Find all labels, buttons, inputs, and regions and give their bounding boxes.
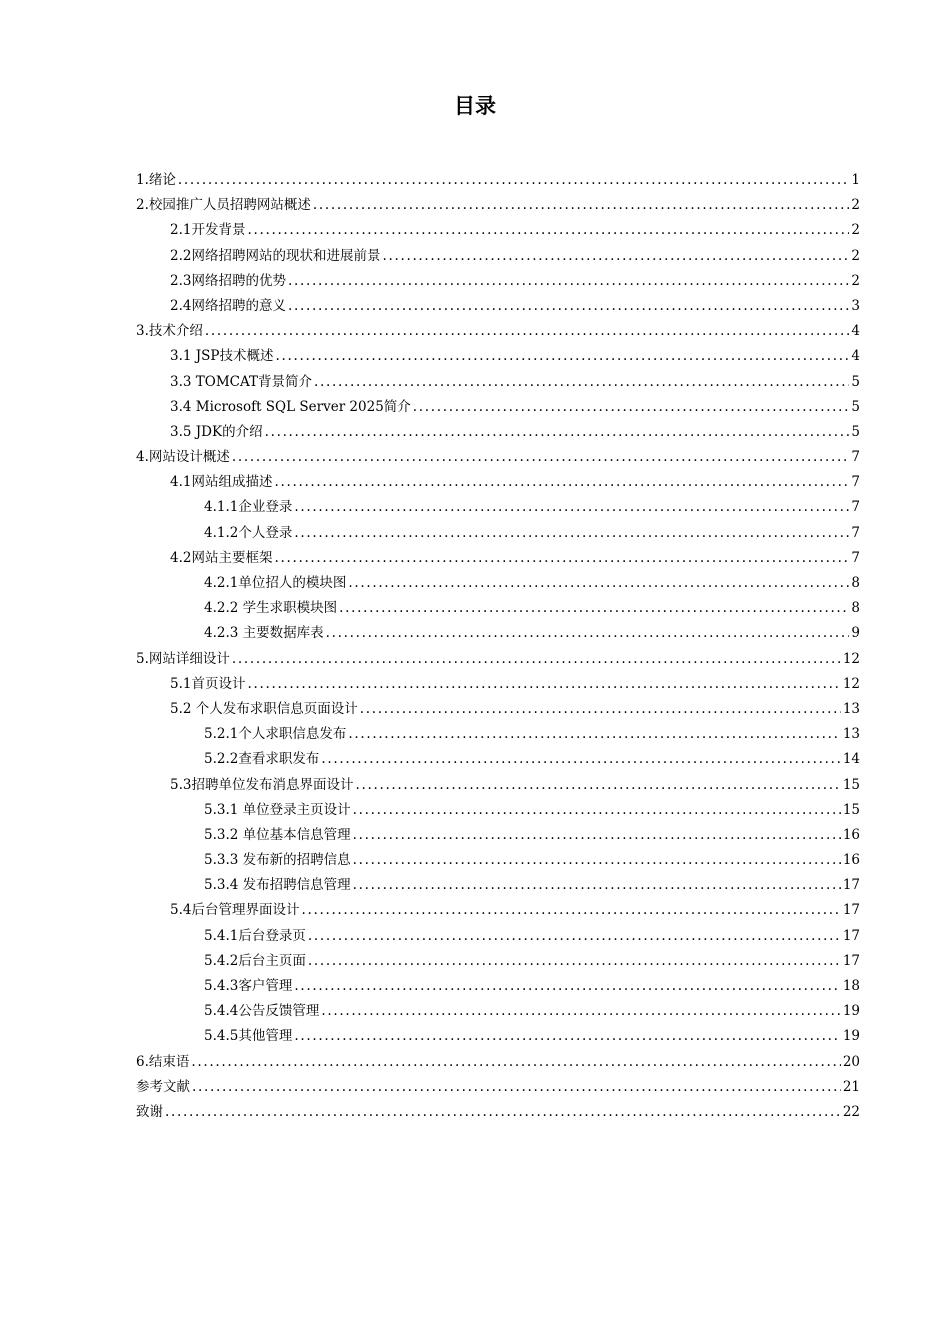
toc-dot-leader (288, 269, 849, 294)
toc-dot-leader (339, 596, 849, 621)
toc-dot-leader (355, 773, 840, 798)
toc-dot-leader (360, 697, 841, 722)
toc-entry-label: 4.1.1企业登录 (204, 499, 293, 516)
toc-entry[interactable] (136, 1024, 860, 1049)
toc-entry-page-number: 8 (851, 600, 860, 617)
toc-entry-label: 5.2.1个人求职信息发布 (204, 726, 347, 743)
toc-entry-page-number: 7 (851, 549, 860, 566)
toc-dot-leader (321, 747, 840, 772)
toc-dot-leader (308, 949, 841, 974)
toc-entry-label: 4.2.1单位招人的模块图 (204, 575, 347, 591)
toc-entry[interactable] (136, 873, 860, 898)
toc-entry[interactable] (136, 1100, 860, 1125)
toc-entry-page-number: 17 (842, 877, 860, 894)
toc-entry[interactable] (136, 722, 860, 747)
toc-dot-leader (294, 495, 849, 520)
toc-entry-label: 4.1.2个人登录 (204, 524, 293, 541)
toc-entry[interactable] (136, 168, 860, 193)
toc-entry-label: 参考文献 (136, 1078, 190, 1095)
toc-entry-page-number: 5 (851, 398, 860, 415)
toc-entry-label: 5.4.4公告反馈管理 (204, 1003, 320, 1020)
toc-entry-label: 5.2 个人发布求职信息页面设计 (170, 700, 358, 717)
toc-dot-leader (205, 319, 850, 344)
toc-entry-page-number: 20 (842, 1053, 860, 1070)
toc-dot-leader (191, 1050, 840, 1075)
toc-entry-page-number: 17 (842, 952, 860, 969)
toc-entry-page-number: 1 (851, 172, 860, 188)
toc-entry-label: 3.技术介绍 (136, 323, 203, 340)
toc-dot-leader (274, 546, 849, 571)
toc-entry-label: 4.网站设计概述 (136, 449, 230, 466)
toc-entry[interactable] (136, 747, 860, 772)
toc-entry-label: 5.1首页设计 (170, 675, 246, 692)
toc-entry-page-number: 12 (842, 675, 860, 692)
toc-entry-label: 2.2网络招聘网站的现状和进展前景 (170, 247, 381, 264)
toc-dot-leader (353, 823, 841, 848)
toc-entry-label: 5.2.2查看求职发布 (204, 751, 320, 768)
toc-dot-leader (353, 798, 841, 823)
toc-entry-page-number: 2 (851, 247, 860, 264)
toc-entry-page-number: 3 (851, 297, 860, 314)
toc-entry[interactable] (136, 999, 860, 1024)
toc-dot-leader (353, 848, 841, 873)
toc-entry[interactable] (136, 596, 860, 621)
toc-entry[interactable] (136, 1075, 860, 1100)
toc-entry[interactable] (136, 924, 860, 949)
toc-dot-leader (232, 647, 841, 672)
toc-entry-label: 5.3招聘单位发布消息界面设计 (170, 776, 354, 793)
toc-entry-label: 3.1 JSP技术概述 (170, 348, 274, 365)
toc-entry[interactable] (136, 546, 860, 571)
toc-entry-page-number: 13 (842, 726, 860, 743)
toc-entry-label: 5.4.2后台主页面 (204, 952, 306, 969)
toc-entry-page-number: 2 (851, 197, 860, 214)
toc-entry[interactable] (136, 949, 860, 974)
toc-dot-leader (313, 193, 850, 218)
toc-entry-label: 6.结束语 (136, 1053, 190, 1070)
toc-entry-page-number: 7 (851, 449, 860, 466)
toc-entry[interactable] (136, 395, 860, 420)
toc-entry-label: 致谢 (136, 1103, 163, 1120)
toc-entry-page-number: 5 (851, 423, 860, 440)
toc-entry-page-number: 13 (842, 700, 860, 717)
toc-entry[interactable] (136, 445, 860, 470)
toc-entry[interactable] (136, 420, 860, 445)
toc-dot-leader (276, 344, 850, 369)
toc-entry-page-number: 16 (842, 852, 860, 869)
toc-entry[interactable] (136, 470, 860, 495)
toc-entry-page-number: 5 (851, 373, 860, 390)
toc-dot-leader (314, 370, 849, 395)
toc-entry-label: 5.4后台管理界面设计 (170, 902, 300, 919)
toc-entry-label: 5.网站详细设计 (136, 650, 230, 667)
toc-entry[interactable] (136, 647, 860, 672)
toc-entry-label: 1.绪论 (136, 172, 176, 188)
toc-dot-leader (308, 924, 841, 949)
toc-dot-leader (321, 999, 840, 1024)
toc-entry-page-number: 4 (851, 323, 860, 340)
toc-dot-leader (247, 218, 849, 243)
toc-entry-label: 5.4.3客户管理 (204, 978, 293, 994)
toc-entry-page-number: 15 (842, 801, 860, 818)
toc-entry-page-number: 7 (851, 474, 860, 491)
toc-entry-label: 2.校园推广人员招聘网站概述 (136, 197, 311, 214)
toc-entry[interactable] (136, 218, 860, 243)
toc-entry-label: 2.4网络招聘的意义 (170, 297, 286, 314)
toc-entry-page-number: 8 (851, 575, 860, 591)
toc-dot-leader (326, 621, 850, 646)
toc-entry-label: 3.4 Microsoft SQL Server 2025简介 (170, 398, 411, 415)
toc-entry[interactable] (136, 974, 860, 999)
toc-entry-page-number: 18 (842, 978, 860, 994)
toc-entry[interactable] (136, 798, 860, 823)
toc-entry-page-number: 2 (851, 222, 860, 239)
toc-entry[interactable] (136, 269, 860, 294)
toc-entry-label: 5.3.2 单位基本信息管理 (204, 826, 351, 843)
toc-entry-label: 4.2.2 学生求职模块图 (204, 600, 338, 617)
toc-entry[interactable] (136, 848, 860, 873)
toc-entry[interactable] (136, 495, 860, 520)
toc-entry-label: 2.3网络招聘的优势 (170, 272, 286, 289)
toc-entry-page-number: 19 (842, 1003, 860, 1020)
toc-entry-label: 4.1网站组成描述 (170, 474, 273, 491)
toc-entry-page-number: 2 (851, 272, 860, 289)
toc-dot-leader (353, 873, 841, 898)
toc-dot-leader (232, 445, 850, 470)
toc-entry-label: 3.5 JDK的介绍 (170, 423, 263, 440)
toc-entry[interactable] (136, 621, 860, 646)
toc-entry-page-number: 15 (842, 776, 860, 793)
toc-entry-label: 4.2网站主要框架 (170, 549, 273, 566)
toc-dot-leader (274, 470, 849, 495)
toc-entry-page-number: 16 (842, 826, 860, 843)
toc-entry-page-number: 19 (842, 1028, 860, 1045)
toc-entry-page-number: 4 (851, 348, 860, 365)
toc-dot-leader (288, 294, 849, 319)
toc-entry[interactable] (136, 344, 860, 369)
toc-entry-label: 3.3 TOMCAT背景简介 (170, 373, 313, 390)
toc-entry[interactable] (136, 319, 860, 344)
toc-dot-leader (413, 395, 850, 420)
toc-entry[interactable] (136, 521, 860, 546)
toc-dot-leader (294, 521, 849, 546)
toc-dot-leader (294, 1024, 840, 1049)
toc-entry-label: 5.3.4 发布招聘信息管理 (204, 877, 351, 894)
toc-dot-leader (294, 974, 840, 999)
toc-entry-page-number: 21 (842, 1078, 860, 1095)
table-of-contents (136, 168, 860, 1125)
toc-dot-leader (382, 244, 849, 269)
toc-dot-leader (247, 672, 840, 697)
toc-entry-label: 4.2.3 主要数据库表 (204, 625, 324, 642)
toc-entry-label: 5.4.1后台登录页 (204, 927, 306, 944)
toc-entry[interactable] (136, 672, 860, 697)
toc-dot-leader (192, 1075, 841, 1100)
toc-entry-label: 5.4.5其他管理 (204, 1028, 293, 1045)
toc-dot-leader (165, 1100, 841, 1125)
toc-entry-page-number: 22 (842, 1103, 860, 1120)
toc-entry-page-number: 7 (851, 499, 860, 516)
toc-entry-label: 5.3.1 单位登录主页设计 (204, 801, 351, 818)
toc-entry[interactable] (136, 370, 860, 395)
toc-entry-page-number: 17 (842, 902, 860, 919)
toc-entry[interactable] (136, 294, 860, 319)
toc-entry-page-number: 12 (842, 650, 860, 667)
toc-dot-leader (265, 420, 850, 445)
toc-entry-page-number: 14 (842, 751, 860, 768)
toc-entry-page-number: 17 (842, 927, 860, 944)
toc-dot-leader (348, 722, 840, 747)
toc-entry[interactable] (136, 193, 860, 218)
toc-entry[interactable] (136, 823, 860, 848)
toc-dot-leader (178, 168, 850, 193)
toc-entry-page-number: 7 (851, 524, 860, 541)
toc-entry-label: 5.3.3 发布新的招聘信息 (204, 852, 351, 869)
toc-entry[interactable] (136, 697, 860, 722)
toc-entry[interactable] (136, 1050, 860, 1075)
toc-entry[interactable] (136, 244, 860, 269)
toc-dot-leader (301, 898, 840, 923)
toc-dot-leader (348, 571, 849, 596)
toc-entry[interactable] (136, 773, 860, 798)
toc-entry[interactable] (136, 571, 860, 596)
toc-entry-label: 2.1开发背景 (170, 222, 246, 239)
toc-entry-page-number: 9 (851, 625, 860, 642)
toc-entry[interactable] (136, 898, 860, 923)
page-title: 目录 (454, 94, 496, 118)
